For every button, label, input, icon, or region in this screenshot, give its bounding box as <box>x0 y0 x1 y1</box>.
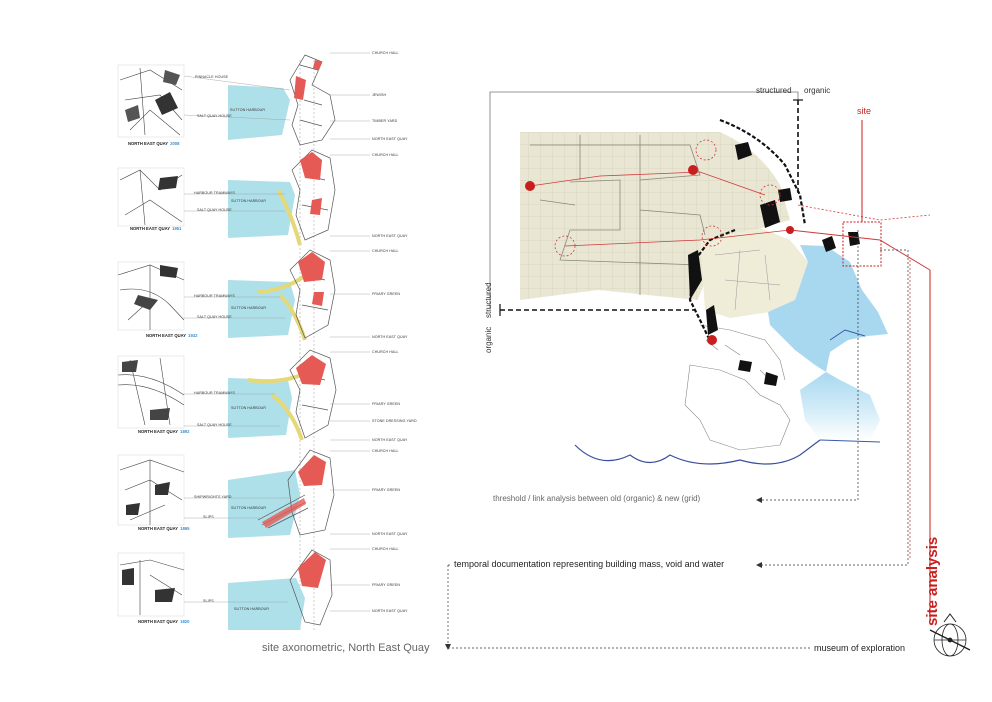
figure-ground-map-1865 <box>118 455 184 525</box>
label-left: SUTTON HARBOUR <box>231 506 267 510</box>
label-right: FRIARY GREEN <box>372 402 401 406</box>
label-left: SALT QUAY HOUSE <box>197 114 232 118</box>
site-marker <box>843 120 881 266</box>
label-left: SUTTON HARBOUR <box>230 108 266 112</box>
figure-ground-map-1951 <box>118 168 184 226</box>
era-1865 <box>118 450 370 538</box>
label-right: JEWISH <box>372 93 387 97</box>
axonometric-guides <box>300 60 314 630</box>
label-right: NORTH EAST QUAY <box>372 335 408 339</box>
label-right: NORTH EAST QUAY <box>372 532 408 536</box>
label-right: STONE DRESSING YARD <box>372 419 417 423</box>
era-1820 <box>118 549 370 630</box>
era-title-1892: NORTH EAST QUAY 1892 <box>138 429 190 434</box>
label-right: CHURCH HALL <box>372 547 399 551</box>
label-right: FRIARY GREEN <box>372 583 401 587</box>
label-right: TIMBER YARD <box>372 119 398 123</box>
axis-label-structured-top: structured <box>756 86 792 95</box>
label-right: CHURCH HALL <box>372 350 399 354</box>
museum-annotation: museum of exploration <box>814 643 906 653</box>
label-left: SLIPS <box>203 515 214 519</box>
figure-ground-map-1932 <box>118 262 184 330</box>
label-left: HARBOUR TRAMWAYS <box>194 294 235 298</box>
axis-label-organic-top: organic <box>804 86 831 95</box>
era-title-2008: NORTH EAST QUAY 2008 <box>128 141 180 146</box>
label-right: NORTH EAST QUAY <box>372 438 408 442</box>
era-title-1951: NORTH EAST QUAY 1951 <box>130 226 182 231</box>
label-right: CHURCH HALL <box>372 153 399 157</box>
era-1892 <box>118 350 370 440</box>
axonometric-annotation: site axonometric, North East Quay <box>262 642 430 654</box>
label-left: HARBOUR TRAMWAYS <box>194 191 235 195</box>
label-right: CHURCH HALL <box>372 249 399 253</box>
temporal-annotation: temporal documentation representing building mass, void and water <box>454 559 725 569</box>
coastline <box>575 440 820 464</box>
era-2008 <box>118 53 370 145</box>
threshold-annotation: threshold / link analysis between old (organic) & new (grid) <box>493 494 701 503</box>
label-left: SLIPS <box>203 599 214 603</box>
label-left: SUTTON HARBOUR <box>231 406 267 410</box>
figure-ground-map-2008 <box>118 65 184 137</box>
label-right: NORTH EAST QUAY <box>372 609 408 613</box>
figure-ground-map-1820 <box>118 553 184 616</box>
label-right: FRIARY GREEN <box>372 292 401 296</box>
label-right: NORTH EAST QUAY <box>372 137 408 141</box>
axis-label-structured-left: structured <box>484 282 493 318</box>
label-left: SALT QUAY HOUSE <box>197 423 232 427</box>
label-left: SUTTON HARBOUR <box>234 607 270 611</box>
lower-town-outline <box>685 325 790 450</box>
label-left: HARBOUR TRAMWAYS <box>194 391 235 395</box>
label-left: PINNACLE HOUSE <box>195 75 229 79</box>
era-title-1820: NORTH EAST QUAY 1820 <box>138 619 190 624</box>
label-left: SHIPWRIGHTS YARD <box>194 495 232 499</box>
axis-label-organic-left: organic <box>484 326 493 353</box>
label-right: CHURCH HALL <box>372 51 399 55</box>
arrow-heads <box>445 497 762 650</box>
label-left: SUTTON HARBOUR <box>231 306 267 310</box>
label-left: SALT QUAY HOUSE <box>197 208 232 212</box>
site-label: site <box>857 106 872 116</box>
label-right: FRIARY GREEN <box>372 488 401 492</box>
label-left: SUTTON HARBOUR <box>231 199 267 203</box>
era-1932 <box>118 250 370 340</box>
label-right: CHURCH HALL <box>372 449 399 453</box>
section-title: site analysis <box>924 536 941 626</box>
era-title-1932: NORTH EAST QUAY 1932 <box>146 333 198 338</box>
figure-ground-map-1892 <box>118 356 184 428</box>
label-right: NORTH EAST QUAY <box>372 234 408 238</box>
label-left: SALT QUAY HOUSE <box>197 315 232 319</box>
era-title-1865: NORTH EAST QUAY 1865 <box>138 526 190 531</box>
